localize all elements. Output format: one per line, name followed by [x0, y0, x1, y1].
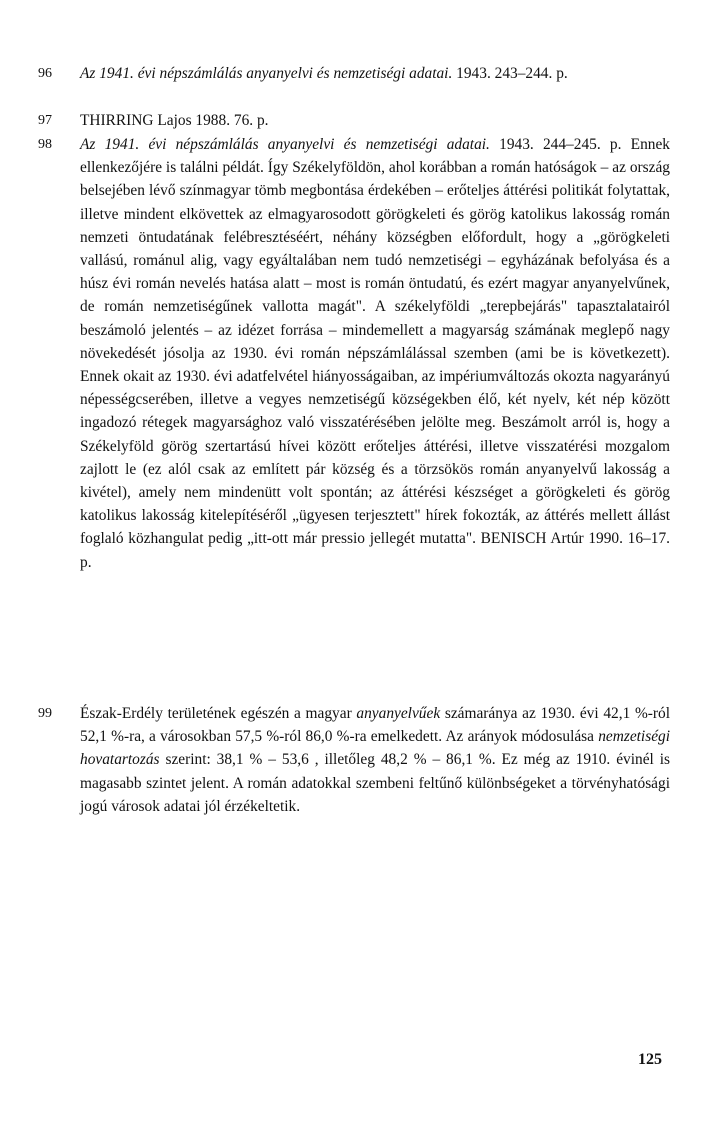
footnote-97 [38, 109, 670, 132]
emphasis-term: nemzetiségi hovatartozás [80, 728, 670, 769]
footnote-body-part: szerint: 38,1 % – 53,6 , illetőleg 48,2 % – 86,1 %. Ez még az 1910. évinél is magasabb szintet jelent. A román adatokkal szembeni feltűnő különbségeket a törvényhatósági jogú városok adatai jól érzékeltetik. [80, 751, 670, 815]
source-citation: 1943. 243–244. p. [452, 65, 568, 82]
footnote-number: 99 [38, 706, 52, 721]
footnote-99 [38, 702, 670, 818]
footnote-body-part: Észak-Erdély területének egészén a magyar [80, 705, 357, 722]
footnote-text [80, 702, 670, 818]
footnote-text [80, 62, 670, 85]
page-number: 125 [638, 1051, 662, 1068]
footnote-number: 98 [38, 137, 52, 152]
footnote-text: THIRRING Lajos 1988. 76. p. [80, 112, 269, 129]
footnote-text [80, 133, 670, 574]
footnote-number: 96 [38, 66, 52, 81]
footnote-96 [38, 62, 670, 85]
emphasis-term: anyanyelvűek [356, 705, 441, 722]
footnote-number: 97 [38, 113, 52, 128]
source-title: Az 1941. évi népszámlálás anyanyelvi és nemzetiségi adatai. [80, 136, 490, 153]
footnote-body-part: számaránya az 1930. évi 42,1 %-ról 52,1 %-ra, a városokban 57,5 %-ról 86,0 %-ra emelkedett. Az arányok módosulása [80, 705, 670, 746]
footnote-body: 1943. 244–245. p. Ennek ellenkezőjére is találni példát. Így Székelyföldön, ahol korábban a román hatóságok – az ország belsejében lévő színmagyar tömb megbontása érdekében – erőteljes áttérési politikát folytattak, illetve mindent elkövettek az elmagyarosodott görögkeleti és görög katolikus lakosság román nemzeti öntudatának felébresztéséért, néhány községben előfordult, hogy a „görögkeleti vallású, románul alig, vagy egyáltalában nem tudó nemzetiségi – egyházának befolyása és a húsz évi román nevelés hatása alatt – most is román öntudatú, és ezért magyar anyanyelvűnek, de román nemzetiségűnek vallotta magát". A székelyföldi „terepbejárás" tapasztalatairól beszámoló jelentés – az idézet forrása – mindemellett a magyarság számának meglepő nagy növekedését jósolja az 1930. évi román népszámlálással szemben (ami be is következett). Ennek okait az 1930. évi adatfelvétel hiányosságaiban, az impériumváltozás okozta nagyarányú népességcserében, illetve a vegyes nemzetiségű községekben élő, két nyelv, két nép között ingadozó rétegek magyarsághoz való visszatérésében jelölte meg. Beszámolt arról is, hogy a Székelyföld görög szertartású hívei között erőteljes áttérési, illetve visszatérési mozgalom zajlott le (ez alól csak az említett pár község és a törzsökös román anyanyelvű lakosság a kivétel), amely nem mindenütt volt spontán; az áttérési készséget a görögkeleti és görög katolikus lakosság kitelepítéséről „ügyesen terjesztett" hírek fokozták, az áttérés mellett állást foglaló közhangulat pedig „itt-ott már pressio jellegét mutatta". BENISCH Artúr 1990. 16–17. p. [80, 136, 670, 571]
source-title: Az 1941. évi népszámlálás anyanyelvi és nemzetiségi adatai. [80, 65, 453, 82]
footnote-98 [38, 133, 670, 574]
